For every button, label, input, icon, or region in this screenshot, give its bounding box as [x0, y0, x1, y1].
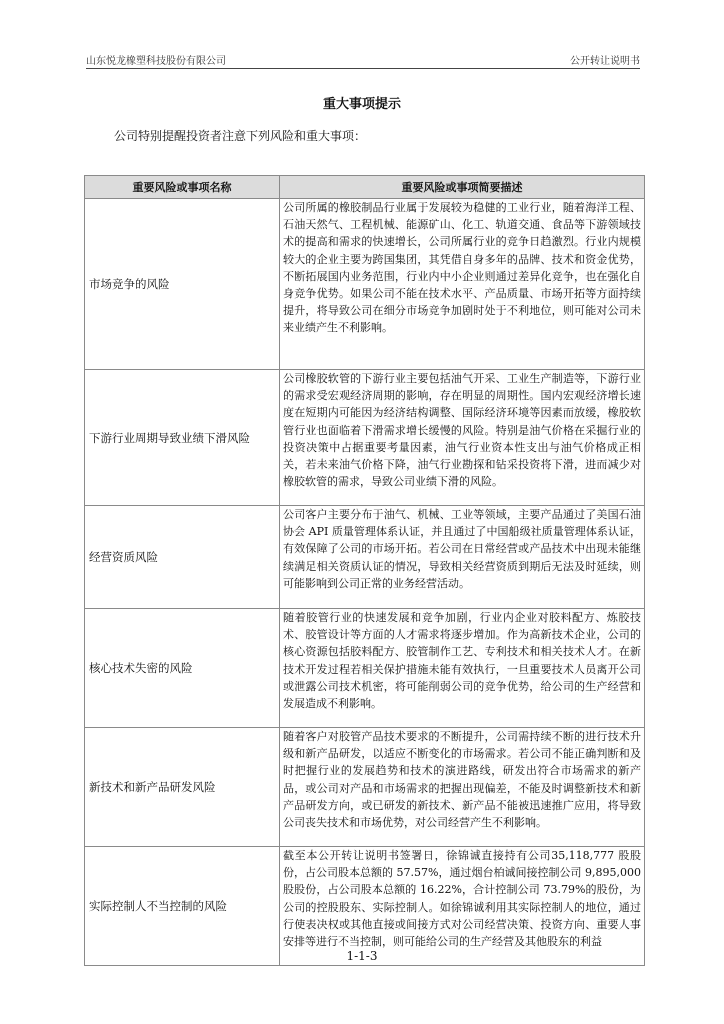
risk-description-cell: [280, 506, 645, 609]
risk-name: 下游行业周期导致业绩下滑风险: [85, 370, 280, 506]
risk-description: 截至本公开转让说明书签署日，徐锦诚直接持有公司35,118,777 股股份，占公司股本总额的 57.57%，通过烟台柏诚间接控制公司 9,895,000 股股份，占公司股本总额的 16.22%，合计控制公司 73.79%的股份，为公司的控股股东、实际控制人。如徐锦诚利用其实际控制人的地位，通过行使表决权或其他直接或间接方式对公司经营决策、投资方向、重要人事安排等进行不当控制，则可能给公司的生产经营及其他股东的利益: [283, 849, 641, 949]
risk-name: 新技术和新产品研发风险: [85, 728, 280, 847]
header-divider: [86, 68, 640, 69]
risk-description: 随着客户对胶管产品技术要求的不断提升，公司需持续不断的进行技术升级和新产品研发，以适应不断变化的市场需求。若公司不能正确判断和及时把握行业的发展趋势和技术的演进路线，研发出符合市场需求的新产品，或公司对产品和市场需求的把握出现偏差，不能及时调整新技术和新产品研发方向，或已研发的新技术、新产品不能被迅速推广应用，将导致公司丧失技术和市场优势，对公司经营产生不利影响。: [283, 730, 641, 830]
document-type: 公开转让说明书: [570, 56, 640, 67]
section-title: 重大事项提示: [322, 97, 401, 112]
risk-description-cell: [280, 847, 645, 966]
page-number: 1-1-3: [346, 949, 378, 963]
risk-description: 公司橡胶软管的下游行业主要包括油气开采、工业生产制造等，下游行业的需求受宏观经济周期的影响，存在明显的周期性。国内宏观经济增长速度在短期内可能因为经济结构调整、国际经济环境等因素而放缓，橡胶软管行业也面临着下滑需求增长缓慢的风险。特别是油气价格在采掘行业的投资决策中占据重要考量因素，油气行业资本性支出与油气价格成正相关，若未来油气价格下降，油气行业勘探和钻采投资将下滑，进而减少对橡胶软管的需求，导致公司业绩下滑的风险。: [283, 372, 641, 489]
table-row: [85, 370, 645, 506]
risk-description: 随着胶管行业的快速发展和竞争加剧，行业内企业对胶料配方、炼胶技术、胶管设计等方面的人才需求将逐步增加。作为高新技术企业，公司的核心资源包括胶料配方、胶管制作工艺、专利技术和相关技术人才。在新技术开发过程若相关保护措施未能有效执行，一旦重要技术人员离开公司或泄露公司技术机密，将可能削弱公司的竞争优势，给公司的生产经营和发展造成不利影响。: [283, 611, 641, 711]
page-header: [86, 52, 640, 66]
table-row: [85, 609, 645, 728]
risk-description: 公司客户主要分布于油气、机械、工业等领域，主要产品通过了美国石油协会 API 质量管理体系认证，并且通过了中国船级社质量管理体系认证，有效保障了公司的市场开拓。若公司在日常经营或产品技术中出现未能继续满足相关资质认证的情况，导致相关经营资质到期后无法及时延续，则可能影响到公司正常的业务经营活动。: [283, 508, 641, 590]
table-row: [85, 728, 645, 847]
risk-description: 公司所属的橡胶制品行业属于发展较为稳健的工业行业，随着海洋工程、石油天然气、工程机械、能源矿山、化工、轨道交通、食品等下游领域技术的提高和需求的快速增长，公司所属行业的竞争日趋激烈。行业内规模较大的企业主要为跨国集团，其凭借自身多年的品牌、技术和资金优势，不断拓展国内业务范围，行业内中小企业则通过差异化竞争，也在强化自身竞争优势。如果公司不能在技术水平、产品质量、市场开拓等方面持续提升，将导致公司在细分市场竞争加剧时处于不利地位，则可能对公司未来业绩产生不利影响。: [283, 201, 641, 335]
table-header-row: [85, 176, 645, 199]
risk-description-cell: [280, 728, 645, 847]
intro-text: 公司特别提醒投资者注意下列风险和重大事项：: [114, 129, 367, 143]
column-header-name: 重要风险或事项名称: [85, 176, 280, 199]
risk-table: [84, 175, 645, 966]
risk-name: 实际控制人不当控制的风险: [85, 847, 280, 966]
table-row: [85, 847, 645, 966]
table-row: [85, 506, 645, 609]
risk-name: 核心技术失密的风险: [85, 609, 280, 728]
risk-description-cell: [280, 609, 645, 728]
company-name: 山东悦龙橡塑科技股份有限公司: [86, 56, 226, 67]
risk-name: 经营资质风险: [85, 506, 280, 609]
column-header-description: 重要风险或事项简要描述: [280, 176, 645, 199]
table-row: [85, 199, 645, 370]
risk-description-cell: [280, 199, 645, 370]
risk-description-cell: [280, 370, 645, 506]
risk-name: 市场竞争的风险: [85, 199, 280, 370]
